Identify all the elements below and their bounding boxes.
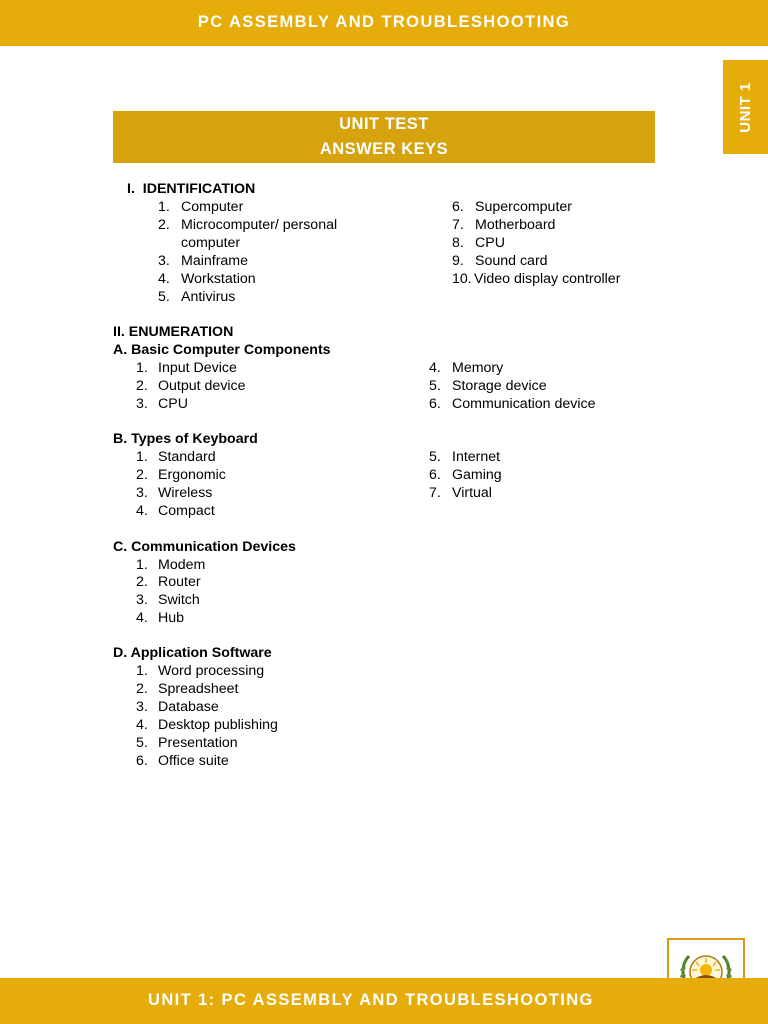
list-item-text: Antivirus: [181, 289, 236, 305]
item-number: 3.: [136, 485, 148, 501]
item-number: 5.: [158, 289, 170, 305]
list-item-text: Motherboard: [475, 217, 556, 233]
item-number: 2.: [136, 574, 148, 590]
header-title: PC ASSEMBLY AND TROUBLESHOOTING: [197, 13, 571, 31]
list-item-text: CPU: [158, 396, 188, 412]
item-number: 3.: [158, 253, 170, 269]
list-item: [158, 199, 170, 216]
enumeration-heading: II. ENUMERATION: [113, 324, 234, 340]
section-c-heading: C. Communication Devices: [113, 539, 296, 555]
list-item-text: Storage device: [452, 378, 547, 394]
list-item-text: Hub: [158, 610, 185, 626]
title-unit-test: UNIT TEST: [339, 115, 429, 133]
item-number: 5.: [136, 735, 148, 751]
list-item-text: Output device: [158, 378, 246, 394]
item-number: 6.: [136, 753, 148, 769]
list-item-text: Word processing: [158, 663, 265, 679]
section-b-heading: B. Types of Keyboard: [113, 431, 258, 447]
list-item-text: Wireless: [158, 485, 213, 501]
list-item-text: Virtual: [452, 485, 492, 501]
list-item-text: Supercomputer: [475, 199, 572, 215]
list-item-text: Switch: [158, 592, 200, 608]
list-item-text: Modem: [158, 557, 206, 573]
list-item-text: Mainframe: [181, 253, 249, 269]
item-number: 4.: [136, 717, 148, 733]
item-number: 2.: [136, 378, 148, 394]
item-number: 6.: [429, 396, 441, 412]
identification-heading-text: IDENTIFICATION: [142, 181, 256, 197]
item-number: 7.: [429, 485, 441, 501]
item-number: 7.: [452, 217, 464, 233]
title-box: [113, 111, 655, 163]
list-item: [158, 289, 170, 306]
item-number: 3.: [136, 396, 148, 412]
item-number: 4.: [136, 610, 148, 626]
item-number: 1.: [136, 557, 148, 573]
item-number: 10.: [452, 271, 472, 287]
list-item: [158, 217, 170, 234]
item-number: 4.: [158, 271, 170, 287]
item-number: 1.: [158, 199, 170, 215]
item-number: 1.: [136, 360, 148, 376]
item-number: 1.: [136, 449, 148, 465]
list-item-text: Standard: [158, 449, 216, 465]
item-number: 2.: [136, 681, 148, 697]
item-number: 6.: [452, 199, 464, 215]
item-number: 5.: [429, 378, 441, 394]
footer-bar: [0, 978, 768, 1024]
list-item-text: computer: [181, 235, 241, 251]
item-number: 6.: [429, 467, 441, 483]
list-item-text: Sound card: [475, 253, 548, 269]
list-item-text: Desktop publishing: [158, 717, 278, 733]
list-item-text: Input Device: [158, 360, 237, 376]
list-item-text: Computer: [181, 199, 244, 215]
list-item-text: Presentation: [158, 735, 238, 751]
list-item-text: Memory: [452, 360, 504, 376]
unit-side-tab: [723, 60, 768, 154]
list-item: [158, 271, 170, 288]
item-number: 3.: [136, 592, 148, 608]
list-item-text: Spreadsheet: [158, 681, 239, 697]
list-item-text: Video display controller: [474, 271, 621, 287]
item-number: 4.: [136, 503, 148, 519]
title-answer-keys: ANSWER KEYS: [319, 140, 449, 158]
item-number: 1.: [136, 663, 148, 679]
list-item: [158, 253, 170, 270]
list-item-text: Router: [158, 574, 201, 590]
section-a-heading: A. Basic Computer Components: [113, 342, 331, 358]
item-number: 2.: [158, 217, 170, 233]
unit-side-tab-label: UNIT 1: [737, 81, 755, 133]
list-item-text: CPU: [475, 235, 505, 251]
list-item-text: Communication device: [452, 396, 596, 412]
list-item-text: Compact: [158, 503, 215, 519]
identification-heading: [127, 181, 255, 198]
item-number: 3.: [136, 699, 148, 715]
item-number: 5.: [429, 449, 441, 465]
list-item-text: Internet: [452, 449, 501, 465]
item-number: 8.: [452, 235, 464, 251]
header-bar: [0, 0, 768, 46]
list-item-text: Office suite: [158, 753, 229, 769]
footer-title: UNIT 1: PC ASSEMBLY AND TROUBLESHOOTING: [148, 991, 594, 1009]
item-number: 9.: [452, 253, 464, 269]
list-item-text: Ergonomic: [158, 467, 226, 483]
list-item-text: Gaming: [452, 467, 502, 483]
item-number: 2.: [136, 467, 148, 483]
list-item-text: Workstation: [181, 271, 256, 287]
list-item-text: Database: [158, 699, 219, 715]
list-item-text: Microcomputer/ personal: [181, 217, 338, 233]
section-d-heading: D. Application Software: [113, 645, 272, 661]
identification-heading-num: I.: [127, 181, 135, 197]
item-number: 4.: [429, 360, 441, 376]
